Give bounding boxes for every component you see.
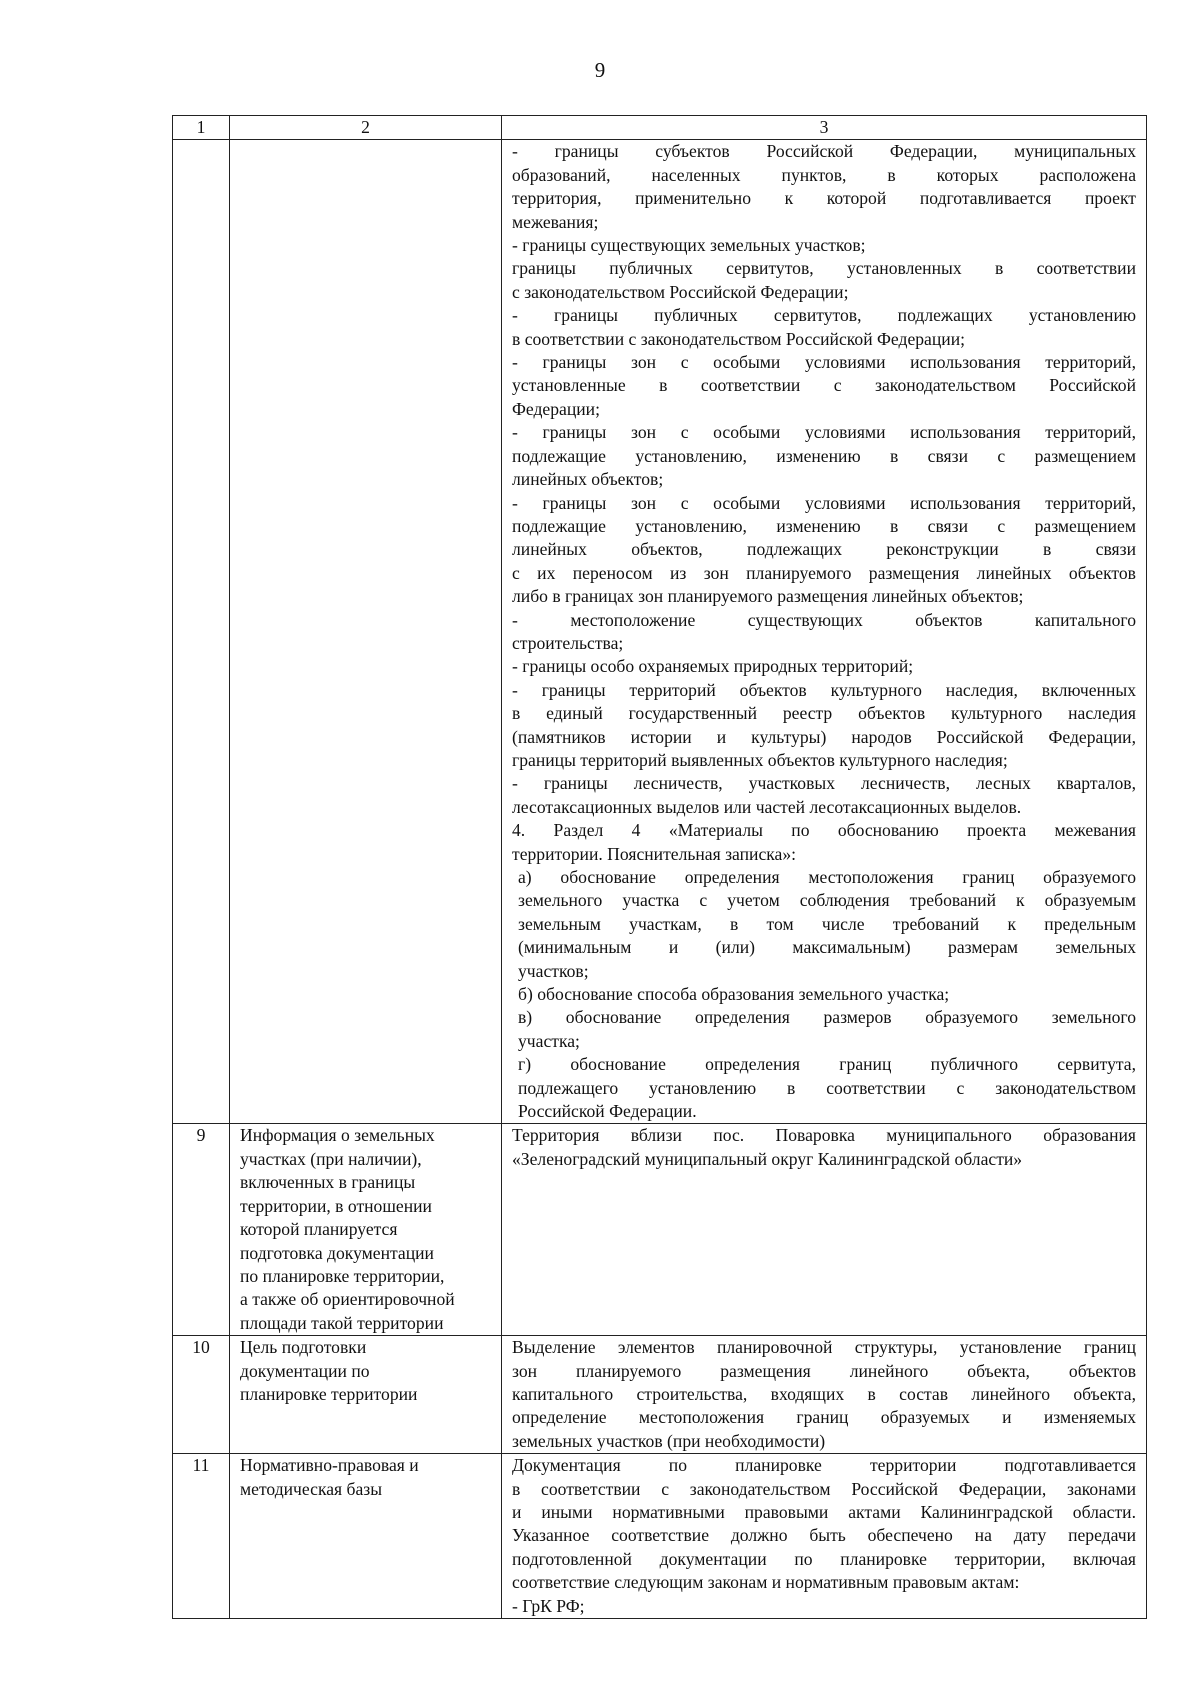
title-line: Нормативно-правовая и [240,1455,419,1476]
text-line: строительства; [512,632,624,653]
text-line: Выделение элементов планировочной структуры, установление границ [512,1337,1136,1358]
text-line: участка; [518,1030,580,1051]
title-line: площади такой территории [240,1312,444,1333]
text-line: подлежащие установлению, изменению в связи с размещением [512,445,1136,466]
row-number: 11 [173,1454,230,1619]
text-line: 4. Раздел 4 «Материалы по обоснованию проекта межевания [512,820,1136,841]
text-line: территория, применительно к которой подготавливается проект [512,188,1136,209]
text-line: линейных объектов; [512,469,664,490]
text-line: участков; [518,960,589,981]
text-line: земельного участка с учетом соблюдения требований к образуемым [518,890,1136,911]
text-line: - границы существующих земельных участков; [512,235,866,256]
title-line: а также об ориентировочной [240,1289,455,1310]
row-content [502,1124,1147,1336]
text-line: лесотаксационных выделов или частей лесотаксационных выделов. [512,796,1022,817]
text-line: границы территорий выявленных объектов культурного наследия; [512,749,1008,770]
text-line: с законодательством Российской Федерации; [512,281,849,302]
row-title [230,1454,502,1619]
text-line: установленные в соответствии с законодательством Российской [512,375,1136,396]
text-line: капитального строительства, входящих в состав линейного объекта, [512,1383,1136,1404]
text-line: - границы публичных сервитутов, подлежащих установлению [512,305,1136,326]
row-content [502,1336,1147,1454]
text-line: - границы зон с особыми условиями использования территорий, [512,352,1136,373]
row-number: 10 [173,1336,230,1454]
text-line: соответствие следующим законам и нормативным правовым актам: [512,1572,1020,1593]
title-line: которой планируется [240,1219,398,1240]
row-content [502,1454,1147,1619]
text-line: Федерации; [512,398,600,419]
text-line: г) обоснование определения границ публичного сервитута, [518,1054,1136,1075]
text-line: - границы особо охраняемых природных территорий; [512,656,914,677]
row-title [230,1336,502,1454]
title-line: участках (при наличии), [240,1148,422,1169]
text-line: - границы зон с особыми условиями использования территорий, [512,422,1136,443]
text-line: с их переносом из зон планируемого размещения линейных объектов [512,562,1136,583]
text-line: Территория вблизи пос. Поваровка муниципального образования [512,1125,1136,1146]
boundary-list [512,140,1136,819]
title-line: по планировке территории, [240,1265,445,1286]
text-line: «Зеленоградский муниципальный округ Калининградской области» [512,1148,1023,1169]
text-line: либо в границах зон планируемого размещения линейных объектов; [512,586,1024,607]
table-row-continuation [173,140,1147,1124]
text-line: подлежащего установлению в соответствии с законодательством [518,1077,1136,1098]
document-table [172,115,1147,1619]
title-line: методическая базы [240,1478,383,1499]
text-line: в) обоснование определения размеров образуемого земельного [518,1007,1136,1028]
row-title [230,1124,502,1336]
text-line: линейных объектов, подлежащих реконструкции в связи [512,539,1136,560]
text-line: образований, населенных пунктов, в которых расположена [512,164,1136,185]
header-col-1: 1 [173,116,230,140]
header-col-2: 2 [230,116,502,140]
text-line: (памятников истории и культуры) народов Российской Федерации, [512,726,1136,747]
text-line: а) обоснование определения местоположения границ образуемого [518,867,1136,887]
title-line: подготовка документации [240,1242,434,1263]
text-line: и иными нормативными правовыми актами Калининградской области. [512,1501,1136,1522]
page-number: 9 [594,58,606,82]
text-line: земельным участкам, в том числе требований к предельным [518,913,1136,934]
text-line: территории. Пояснительная записка»: [512,843,797,864]
text-line: - местоположение существующих объектов капитального [512,609,1136,630]
row-number: 9 [173,1124,230,1336]
text-line: земельных участков (при необходимости) [512,1430,826,1451]
title-line: документации по [240,1360,370,1381]
text-line: определение местоположения границ образуемых и изменяемых [512,1407,1136,1428]
title-line: включенных в границы [240,1172,416,1193]
table-row [173,1124,1147,1336]
text-line: межевания; [512,211,599,232]
text-line: - границы лесничеств, участковых лесничеств, лесных кварталов, [512,773,1136,794]
section-4-heading [512,819,1136,866]
text-line: в единый государственный реестр объектов культурного наследия [512,703,1136,724]
text-line: Российской Федерации. [518,1101,697,1122]
title-line: Информация о земельных [240,1125,435,1146]
text-line: - границы зон с особыми условиями использования территорий, [512,492,1136,513]
header-col-3: 3 [502,116,1147,140]
table-row [173,1454,1147,1619]
text-line: зон планируемого размещения линейного объекта, объектов [512,1360,1136,1381]
table-header-row [173,116,1147,140]
row-title-cell [230,140,502,1124]
text-line: (минимальным и (или) максимальным) размерам земельных [518,937,1136,958]
row-content-cell [502,140,1147,1124]
text-line: подлежащие установлению, изменению в связи с размещением [512,515,1136,536]
text-line: подготовленной документации по планировке территории, включая [512,1548,1136,1569]
table-row [173,1336,1147,1454]
text-line: границы публичных сервитутов, установленных в соответствии [512,258,1136,279]
title-line: планировке территории [240,1383,418,1404]
title-line: территории, в отношении [240,1195,432,1216]
text-line: - границы субъектов Российской Федерации, муниципальных [512,141,1136,162]
text-line: Указанное соответствие должно быть обеспечено на дату передачи [512,1525,1136,1546]
section-4-sublist [512,866,1136,1123]
text-line: в соответствии с законодательством Российской Федерации, законами [512,1478,1136,1499]
row-number-cell [173,140,230,1124]
text-line: в соответствии с законодательством Российской Федерации; [512,328,966,349]
numbered-rows [173,1124,1147,1619]
text-line: б) обоснование способа образования земельного участка; [518,984,950,1005]
text-line: - ГрК РФ; [512,1595,585,1616]
text-line: Документация по планировке территории подготавливается [512,1455,1136,1476]
title-line: Цель подготовки [240,1337,367,1358]
text-line: - границы территорий объектов культурного наследия, включенных [512,679,1136,700]
